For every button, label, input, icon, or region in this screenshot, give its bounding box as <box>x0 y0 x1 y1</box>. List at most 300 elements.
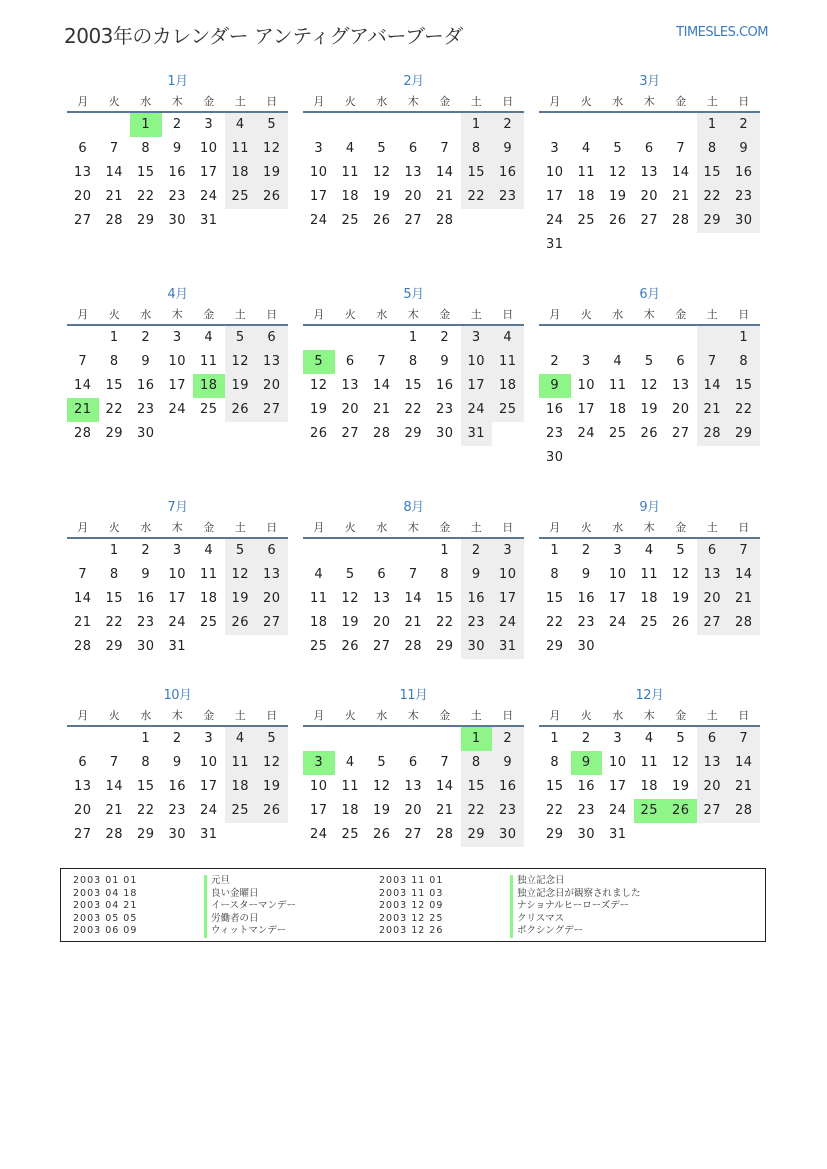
day-cell[interactable]: 21 <box>73 615 92 630</box>
day-cell[interactable]: 31 <box>199 213 218 228</box>
day-cell[interactable]: 9 <box>172 141 182 156</box>
day-cell[interactable]: 3 <box>172 330 182 345</box>
day-cell[interactable]: 18 <box>577 189 596 204</box>
day-cell[interactable]: 5 <box>613 141 623 156</box>
day-cell[interactable]: 9 <box>172 755 182 770</box>
day-cell[interactable]: 1 <box>550 731 560 746</box>
day-cell[interactable]: 3 <box>204 117 214 132</box>
day-cell[interactable]: 24 <box>199 189 218 204</box>
day-cell[interactable]: 2 <box>461 539 493 563</box>
day-cell[interactable]: 1 <box>109 330 119 345</box>
day-cell[interactable]: 11 <box>492 350 524 374</box>
day-cell[interactable]: 27 <box>341 426 360 441</box>
day-cell[interactable]: 16 <box>168 165 187 180</box>
day-cell[interactable]: 4 <box>345 141 355 156</box>
day-cell[interactable]: 8 <box>109 354 119 369</box>
day-cell[interactable]: 17 <box>577 402 596 417</box>
day-cell[interactable]: 14 <box>697 374 729 398</box>
day-cell[interactable]: 25 <box>225 185 257 209</box>
day-cell[interactable]: 28 <box>671 213 690 228</box>
day-cell[interactable]: 2 <box>728 113 760 137</box>
day-cell[interactable]: 7 <box>440 755 450 770</box>
day-cell[interactable]: 10 <box>168 354 187 369</box>
day-cell[interactable]: 10 <box>545 165 564 180</box>
day-cell[interactable]: 21 <box>105 803 124 818</box>
day-cell[interactable]: 17 <box>168 378 187 393</box>
day-cell[interactable]: 29 <box>105 639 124 654</box>
day-cell[interactable]: 17 <box>199 165 218 180</box>
day-cell[interactable]: 19 <box>671 779 690 794</box>
day-cell[interactable]: 23 <box>168 189 187 204</box>
day-cell[interactable]: 7 <box>728 727 760 751</box>
day-cell[interactable]: 1 <box>141 731 151 746</box>
day-cell[interactable]: 20 <box>671 402 690 417</box>
day-cell[interactable]: 8 <box>697 137 729 161</box>
day-cell[interactable]: 23 <box>545 426 564 441</box>
day-cell[interactable]: 27 <box>372 639 391 654</box>
day-cell[interactable]: 27 <box>697 799 729 823</box>
day-cell[interactable]: 6 <box>345 354 355 369</box>
day-cell[interactable]: 28 <box>697 422 729 446</box>
day-cell[interactable]: 2 <box>440 330 450 345</box>
day-cell[interactable]: 13 <box>341 378 360 393</box>
day-cell[interactable]: 19 <box>341 615 360 630</box>
day-cell[interactable]: 14 <box>404 591 423 606</box>
day-cell[interactable]: 9 <box>440 354 450 369</box>
day-cell[interactable]: 29 <box>136 827 155 842</box>
day-cell[interactable]: 24 <box>168 402 187 417</box>
day-cell[interactable]: 21 <box>697 398 729 422</box>
day-cell[interactable]: 1 <box>440 543 450 558</box>
day-cell[interactable]: 10 <box>608 567 627 582</box>
day-cell[interactable]: 13 <box>640 165 659 180</box>
day-cell[interactable]: 6 <box>697 539 729 563</box>
day-cell[interactable]: 12 <box>608 165 627 180</box>
day-cell[interactable]: 17 <box>492 587 524 611</box>
day-cell[interactable]: 12 <box>256 751 288 775</box>
day-cell[interactable]: 18 <box>199 591 218 606</box>
day-cell[interactable]: 11 <box>199 567 218 582</box>
day-cell[interactable]: 9 <box>728 137 760 161</box>
day-cell[interactable]: 7 <box>78 567 88 582</box>
day-cell[interactable]: 26 <box>256 799 288 823</box>
day-cell[interactable]: 10 <box>492 563 524 587</box>
day-cell[interactable]: 20 <box>404 189 423 204</box>
day-cell[interactable]: 6 <box>676 354 686 369</box>
day-cell[interactable]: 10 <box>577 378 596 393</box>
day-cell[interactable]: 6 <box>408 141 418 156</box>
day-cell[interactable]: 9 <box>492 751 524 775</box>
day-cell[interactable]: 27 <box>697 611 729 635</box>
day-cell[interactable]: 6 <box>377 567 387 582</box>
day-cell[interactable]: 23 <box>435 402 454 417</box>
day-cell[interactable]: 9 <box>581 567 591 582</box>
day-cell[interactable]: 30 <box>577 827 596 842</box>
day-cell[interactable]: 18 <box>341 803 360 818</box>
day-cell[interactable]: 29 <box>545 827 564 842</box>
day-cell[interactable]: 17 <box>461 374 493 398</box>
day-cell[interactable]: 27 <box>73 827 92 842</box>
day-cell[interactable]: 10 <box>199 141 218 156</box>
day-cell[interactable]: 7 <box>109 141 119 156</box>
day-cell[interactable]: 6 <box>256 539 288 563</box>
day-cell[interactable]: 5 <box>345 567 355 582</box>
day-cell[interactable]: 21 <box>435 189 454 204</box>
day-cell[interactable]: 26 <box>225 611 257 635</box>
day-cell[interactable]: 29 <box>545 639 564 654</box>
day-cell[interactable]: 3 <box>613 731 623 746</box>
day-cell[interactable]: 31 <box>168 639 187 654</box>
day-cell[interactable]: 17 <box>545 189 564 204</box>
day-cell[interactable]: 2 <box>550 354 560 369</box>
day-cell[interactable]: 30 <box>168 827 187 842</box>
day-cell[interactable]: 26 <box>640 426 659 441</box>
day-cell[interactable]: 24 <box>168 615 187 630</box>
day-cell[interactable]: 8 <box>141 755 151 770</box>
day-cell[interactable]: 8 <box>461 137 493 161</box>
day-cell[interactable]: 14 <box>435 165 454 180</box>
day-cell[interactable]: 20 <box>256 374 288 398</box>
day-cell[interactable]: 15 <box>545 591 564 606</box>
day-cell[interactable]: 10 <box>608 755 627 770</box>
day-cell[interactable]: 7 <box>377 354 387 369</box>
holiday-day-cell[interactable]: 18 <box>193 374 225 398</box>
day-cell[interactable]: 29 <box>136 213 155 228</box>
day-cell[interactable]: 2 <box>492 727 524 751</box>
holiday-day-cell[interactable]: 25 <box>634 799 666 823</box>
day-cell[interactable]: 8 <box>461 751 493 775</box>
day-cell[interactable]: 16 <box>136 591 155 606</box>
day-cell[interactable]: 22 <box>461 185 493 209</box>
day-cell[interactable]: 4 <box>581 141 591 156</box>
day-cell[interactable]: 12 <box>225 563 257 587</box>
day-cell[interactable]: 18 <box>309 615 328 630</box>
day-cell[interactable]: 11 <box>341 779 360 794</box>
day-cell[interactable]: 4 <box>345 755 355 770</box>
day-cell[interactable]: 26 <box>372 213 391 228</box>
day-cell[interactable]: 9 <box>141 567 151 582</box>
day-cell[interactable]: 13 <box>671 378 690 393</box>
day-cell[interactable]: 17 <box>309 803 328 818</box>
day-cell[interactable]: 28 <box>435 827 454 842</box>
day-cell[interactable]: 1 <box>109 543 119 558</box>
day-cell[interactable]: 4 <box>204 543 214 558</box>
day-cell[interactable]: 7 <box>697 350 729 374</box>
day-cell[interactable]: 6 <box>78 141 88 156</box>
day-cell[interactable]: 12 <box>309 378 328 393</box>
day-cell[interactable]: 21 <box>728 587 760 611</box>
day-cell[interactable]: 25 <box>341 213 360 228</box>
day-cell[interactable]: 25 <box>199 615 218 630</box>
day-cell[interactable]: 5 <box>377 755 387 770</box>
day-cell[interactable]: 15 <box>697 161 729 185</box>
day-cell[interactable]: 28 <box>105 827 124 842</box>
day-cell[interactable]: 17 <box>168 591 187 606</box>
day-cell[interactable]: 7 <box>440 141 450 156</box>
day-cell[interactable]: 25 <box>225 799 257 823</box>
day-cell[interactable]: 29 <box>404 426 423 441</box>
day-cell[interactable]: 2 <box>492 113 524 137</box>
day-cell[interactable]: 14 <box>728 751 760 775</box>
day-cell[interactable]: 30 <box>136 426 155 441</box>
day-cell[interactable]: 24 <box>545 213 564 228</box>
day-cell[interactable]: 20 <box>256 587 288 611</box>
day-cell[interactable]: 1 <box>697 113 729 137</box>
holiday-day-cell[interactable]: 3 <box>303 751 335 775</box>
day-cell[interactable]: 19 <box>372 803 391 818</box>
day-cell[interactable]: 15 <box>461 775 493 799</box>
day-cell[interactable]: 31 <box>199 827 218 842</box>
day-cell[interactable]: 23 <box>492 799 524 823</box>
day-cell[interactable]: 28 <box>372 426 391 441</box>
day-cell[interactable]: 17 <box>608 779 627 794</box>
day-cell[interactable]: 12 <box>341 591 360 606</box>
day-cell[interactable]: 14 <box>671 165 690 180</box>
day-cell[interactable]: 28 <box>73 639 92 654</box>
holiday-day-cell[interactable]: 9 <box>571 751 603 775</box>
day-cell[interactable]: 6 <box>78 755 88 770</box>
day-cell[interactable]: 31 <box>461 422 493 446</box>
day-cell[interactable]: 15 <box>105 378 124 393</box>
day-cell[interactable]: 4 <box>644 731 654 746</box>
day-cell[interactable]: 19 <box>225 587 257 611</box>
day-cell[interactable]: 21 <box>372 402 391 417</box>
day-cell[interactable]: 15 <box>136 165 155 180</box>
day-cell[interactable]: 21 <box>105 189 124 204</box>
day-cell[interactable]: 11 <box>640 755 659 770</box>
day-cell[interactable]: 3 <box>613 543 623 558</box>
day-cell[interactable]: 22 <box>461 799 493 823</box>
day-cell[interactable]: 14 <box>105 165 124 180</box>
day-cell[interactable]: 8 <box>440 567 450 582</box>
day-cell[interactable]: 21 <box>671 189 690 204</box>
holiday-day-cell[interactable]: 21 <box>67 398 99 422</box>
day-cell[interactable]: 16 <box>577 779 596 794</box>
day-cell[interactable]: 20 <box>341 402 360 417</box>
day-cell[interactable]: 16 <box>492 775 524 799</box>
day-cell[interactable]: 13 <box>256 563 288 587</box>
day-cell[interactable]: 31 <box>608 827 627 842</box>
day-cell[interactable]: 20 <box>372 615 391 630</box>
day-cell[interactable]: 16 <box>435 378 454 393</box>
day-cell[interactable]: 1 <box>728 326 760 350</box>
day-cell[interactable]: 2 <box>172 731 182 746</box>
day-cell[interactable]: 13 <box>73 165 92 180</box>
day-cell[interactable]: 8 <box>109 567 119 582</box>
day-cell[interactable]: 7 <box>728 539 760 563</box>
day-cell[interactable]: 1 <box>408 330 418 345</box>
day-cell[interactable]: 7 <box>408 567 418 582</box>
day-cell[interactable]: 13 <box>256 350 288 374</box>
day-cell[interactable]: 1 <box>550 543 560 558</box>
day-cell[interactable]: 14 <box>728 563 760 587</box>
day-cell[interactable]: 22 <box>136 189 155 204</box>
day-cell[interactable]: 8 <box>728 350 760 374</box>
day-cell[interactable]: 24 <box>309 827 328 842</box>
day-cell[interactable]: 23 <box>136 615 155 630</box>
day-cell[interactable]: 16 <box>492 161 524 185</box>
day-cell[interactable]: 3 <box>581 354 591 369</box>
day-cell[interactable]: 12 <box>671 567 690 582</box>
day-cell[interactable]: 18 <box>225 775 257 799</box>
day-cell[interactable]: 23 <box>728 185 760 209</box>
day-cell[interactable]: 31 <box>545 237 564 252</box>
day-cell[interactable]: 6 <box>256 326 288 350</box>
day-cell[interactable]: 12 <box>671 755 690 770</box>
day-cell[interactable]: 28 <box>728 799 760 823</box>
day-cell[interactable]: 30 <box>168 213 187 228</box>
day-cell[interactable]: 27 <box>404 213 423 228</box>
day-cell[interactable]: 15 <box>545 779 564 794</box>
day-cell[interactable]: 4 <box>225 113 257 137</box>
day-cell[interactable]: 14 <box>435 779 454 794</box>
day-cell[interactable]: 21 <box>435 803 454 818</box>
day-cell[interactable]: 30 <box>545 450 564 465</box>
day-cell[interactable]: 28 <box>728 611 760 635</box>
holiday-day-cell[interactable]: 5 <box>303 350 335 374</box>
holiday-day-cell[interactable]: 26 <box>665 799 697 823</box>
day-cell[interactable]: 13 <box>372 591 391 606</box>
day-cell[interactable]: 18 <box>341 189 360 204</box>
day-cell[interactable]: 21 <box>728 775 760 799</box>
day-cell[interactable]: 4 <box>314 567 324 582</box>
day-cell[interactable]: 5 <box>256 113 288 137</box>
day-cell[interactable]: 10 <box>309 165 328 180</box>
day-cell[interactable]: 23 <box>168 803 187 818</box>
day-cell[interactable]: 3 <box>550 141 560 156</box>
day-cell[interactable]: 20 <box>73 189 92 204</box>
day-cell[interactable]: 21 <box>404 615 423 630</box>
day-cell[interactable]: 11 <box>608 378 627 393</box>
day-cell[interactable]: 25 <box>492 398 524 422</box>
day-cell[interactable]: 25 <box>608 426 627 441</box>
day-cell[interactable]: 24 <box>461 398 493 422</box>
day-cell[interactable]: 22 <box>105 402 124 417</box>
day-cell[interactable]: 9 <box>141 354 151 369</box>
day-cell[interactable]: 9 <box>492 137 524 161</box>
day-cell[interactable]: 15 <box>461 161 493 185</box>
day-cell[interactable]: 11 <box>225 751 257 775</box>
day-cell[interactable]: 7 <box>109 755 119 770</box>
day-cell[interactable]: 24 <box>608 615 627 630</box>
day-cell[interactable]: 19 <box>640 402 659 417</box>
day-cell[interactable]: 15 <box>435 591 454 606</box>
day-cell[interactable]: 19 <box>256 775 288 799</box>
day-cell[interactable]: 27 <box>256 398 288 422</box>
day-cell[interactable]: 15 <box>105 591 124 606</box>
day-cell[interactable]: 12 <box>372 165 391 180</box>
day-cell[interactable]: 10 <box>461 350 493 374</box>
day-cell[interactable]: 4 <box>644 543 654 558</box>
day-cell[interactable]: 22 <box>545 615 564 630</box>
day-cell[interactable]: 24 <box>309 213 328 228</box>
holiday-day-cell[interactable]: 1 <box>461 727 493 751</box>
day-cell[interactable]: 15 <box>404 378 423 393</box>
day-cell[interactable]: 5 <box>225 326 257 350</box>
day-cell[interactable]: 27 <box>640 213 659 228</box>
day-cell[interactable]: 26 <box>671 615 690 630</box>
day-cell[interactable]: 4 <box>613 354 623 369</box>
holiday-day-cell[interactable]: 1 <box>130 113 162 137</box>
day-cell[interactable]: 16 <box>136 378 155 393</box>
day-cell[interactable]: 19 <box>256 161 288 185</box>
day-cell[interactable]: 27 <box>73 213 92 228</box>
day-cell[interactable]: 22 <box>136 803 155 818</box>
day-cell[interactable]: 3 <box>204 731 214 746</box>
day-cell[interactable]: 23 <box>136 402 155 417</box>
day-cell[interactable]: 13 <box>697 563 729 587</box>
day-cell[interactable]: 5 <box>225 539 257 563</box>
day-cell[interactable]: 18 <box>225 161 257 185</box>
day-cell[interactable]: 23 <box>461 611 493 635</box>
day-cell[interactable]: 27 <box>256 611 288 635</box>
day-cell[interactable]: 12 <box>256 137 288 161</box>
day-cell[interactable]: 11 <box>577 165 596 180</box>
day-cell[interactable]: 22 <box>404 402 423 417</box>
day-cell[interactable]: 30 <box>461 635 493 659</box>
day-cell[interactable]: 4 <box>204 330 214 345</box>
day-cell[interactable]: 3 <box>492 539 524 563</box>
day-cell[interactable]: 13 <box>404 779 423 794</box>
day-cell[interactable]: 8 <box>408 354 418 369</box>
day-cell[interactable]: 30 <box>577 639 596 654</box>
day-cell[interactable]: 18 <box>640 779 659 794</box>
day-cell[interactable]: 6 <box>644 141 654 156</box>
day-cell[interactable]: 2 <box>172 117 182 132</box>
day-cell[interactable]: 5 <box>256 727 288 751</box>
day-cell[interactable]: 13 <box>697 751 729 775</box>
day-cell[interactable]: 23 <box>577 615 596 630</box>
day-cell[interactable]: 7 <box>676 141 686 156</box>
day-cell[interactable]: 11 <box>309 591 328 606</box>
day-cell[interactable]: 22 <box>435 615 454 630</box>
day-cell[interactable]: 9 <box>461 563 493 587</box>
day-cell[interactable]: 1 <box>461 113 493 137</box>
day-cell[interactable]: 25 <box>199 402 218 417</box>
day-cell[interactable]: 2 <box>141 330 151 345</box>
day-cell[interactable]: 3 <box>314 141 324 156</box>
day-cell[interactable]: 25 <box>309 639 328 654</box>
day-cell[interactable]: 16 <box>728 161 760 185</box>
day-cell[interactable]: 8 <box>550 755 560 770</box>
day-cell[interactable]: 26 <box>309 426 328 441</box>
day-cell[interactable]: 4 <box>225 727 257 751</box>
day-cell[interactable]: 10 <box>199 755 218 770</box>
day-cell[interactable]: 16 <box>461 587 493 611</box>
day-cell[interactable]: 16 <box>577 591 596 606</box>
day-cell[interactable]: 14 <box>105 779 124 794</box>
day-cell[interactable]: 18 <box>492 374 524 398</box>
day-cell[interactable]: 22 <box>545 803 564 818</box>
day-cell[interactable]: 22 <box>697 185 729 209</box>
day-cell[interactable]: 30 <box>435 426 454 441</box>
day-cell[interactable]: 28 <box>435 213 454 228</box>
day-cell[interactable]: 15 <box>136 779 155 794</box>
day-cell[interactable]: 26 <box>225 398 257 422</box>
day-cell[interactable]: 24 <box>608 803 627 818</box>
day-cell[interactable]: 8 <box>550 567 560 582</box>
day-cell[interactable]: 8 <box>141 141 151 156</box>
day-cell[interactable]: 18 <box>608 402 627 417</box>
day-cell[interactable]: 29 <box>461 823 493 847</box>
day-cell[interactable]: 5 <box>377 141 387 156</box>
day-cell[interactable]: 11 <box>199 354 218 369</box>
day-cell[interactable]: 5 <box>676 731 686 746</box>
day-cell[interactable]: 18 <box>640 591 659 606</box>
day-cell[interactable]: 20 <box>640 189 659 204</box>
day-cell[interactable]: 26 <box>256 185 288 209</box>
day-cell[interactable]: 29 <box>728 422 760 446</box>
